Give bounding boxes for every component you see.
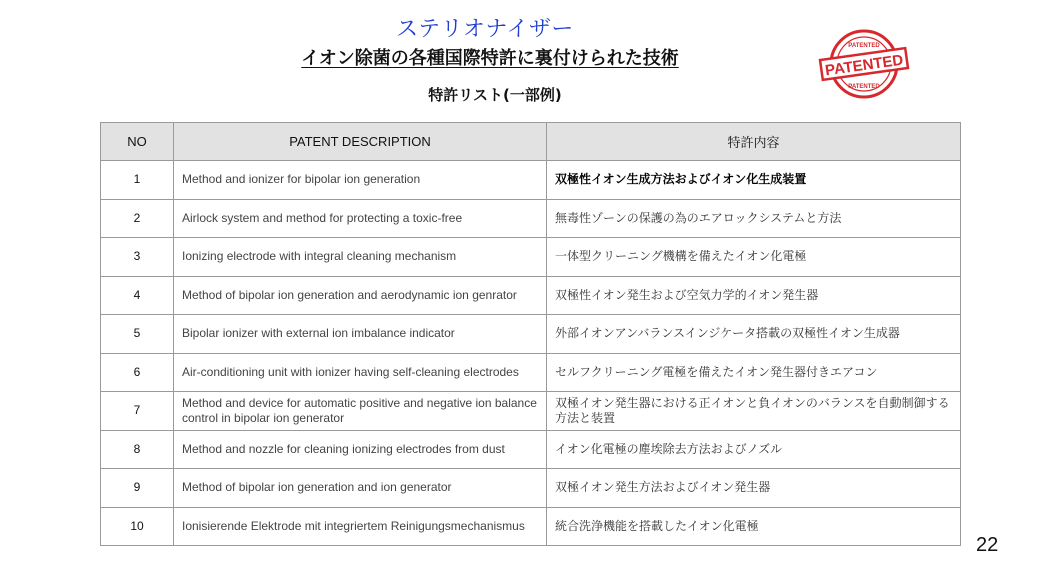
row-jp: 双極イオン発生器における正イオンと負イオンのバランスを自動制御する方法と装置 <box>547 392 961 431</box>
table-row <box>101 430 961 469</box>
row-no: 2 <box>101 199 174 238</box>
row-description: Method and ionizer for bipolar ion generation <box>174 161 547 200</box>
column-header-no: NO <box>101 123 174 161</box>
table-row <box>101 353 961 392</box>
page-number: 22 <box>976 534 999 556</box>
row-no: 3 <box>101 238 174 277</box>
table-row <box>101 238 961 277</box>
column-header-description: PATENT DESCRIPTION <box>174 123 547 161</box>
row-no: 5 <box>101 315 174 354</box>
table-row <box>101 276 961 315</box>
row-jp: セルフクリーニング電極を備えたイオン発生器付きエアコン <box>547 353 961 392</box>
row-no: 10 <box>101 507 174 546</box>
row-jp: 外部イオンアンバランスインジケータ搭載の双極性イオン生成器 <box>547 315 961 354</box>
table-row <box>101 469 961 508</box>
row-no: 1 <box>101 161 174 200</box>
row-description: Method of bipolar ion generation and aerodynamic ion genrator <box>174 276 547 315</box>
patented-stamp-icon <box>818 28 910 100</box>
row-no: 9 <box>101 469 174 508</box>
table-header-row <box>101 123 961 161</box>
stamp-bottom-text: PATENTED <box>848 84 880 90</box>
table-row <box>101 199 961 238</box>
row-description: Air-conditioning unit with ionizer having self-cleaning electrodes <box>174 353 547 392</box>
column-header-jp: 特許内容 <box>547 123 961 161</box>
row-description: Method of bipolar ion generation and ion generator <box>174 469 547 508</box>
headline-text: イオン除菌の各種国際特許に裏付けられた技術 <box>301 48 679 69</box>
stamp-top-text: PATENTED <box>848 43 880 49</box>
row-jp: 双極イオン発生方法およびイオン発生器 <box>547 469 961 508</box>
table-row <box>101 161 961 200</box>
row-description: Airlock system and method for protecting a toxic-free <box>174 199 547 238</box>
patent-table <box>100 122 961 546</box>
row-jp: 双極性イオン生成方法およびイオン化生成装置 <box>547 161 961 200</box>
row-jp: イオン化電極の塵埃除去方法およびノズル <box>547 430 961 469</box>
row-no: 7 <box>101 392 174 431</box>
row-jp: 統合洗浄機能を搭載したイオン化電極 <box>547 507 961 546</box>
table-row <box>101 392 961 431</box>
table-row <box>101 315 961 354</box>
subtitle: 特許リスト(一部例) <box>428 86 562 104</box>
row-jp: 無毒性ゾーンの保護の為のエアロックシステムと方法 <box>547 199 961 238</box>
brand-title: ステリオナイザー <box>396 17 574 42</box>
stamp-main-text: PATENTED <box>824 51 905 80</box>
row-description: Bipolar ionizer with external ion imbalance indicator <box>174 315 547 354</box>
row-jp: 双極性イオン発生および空気力学的イオン発生器 <box>547 276 961 315</box>
row-description: Method and nozzle for cleaning ionizing electrodes from dust <box>174 430 547 469</box>
row-no: 4 <box>101 276 174 315</box>
row-jp: 一体型クリーニング機構を備えたイオン化電極 <box>547 238 961 277</box>
row-description: Method and device for automatic positive and negative ion balance control in bipolar ion generator <box>174 392 547 431</box>
row-description: Ionisierende Elektrode mit integriertem Reinigungsmechanismus <box>174 507 547 546</box>
row-no: 6 <box>101 353 174 392</box>
row-no: 8 <box>101 430 174 469</box>
table-row <box>101 507 961 546</box>
row-description: Ionizing electrode with integral cleaning mechanism <box>174 238 547 277</box>
